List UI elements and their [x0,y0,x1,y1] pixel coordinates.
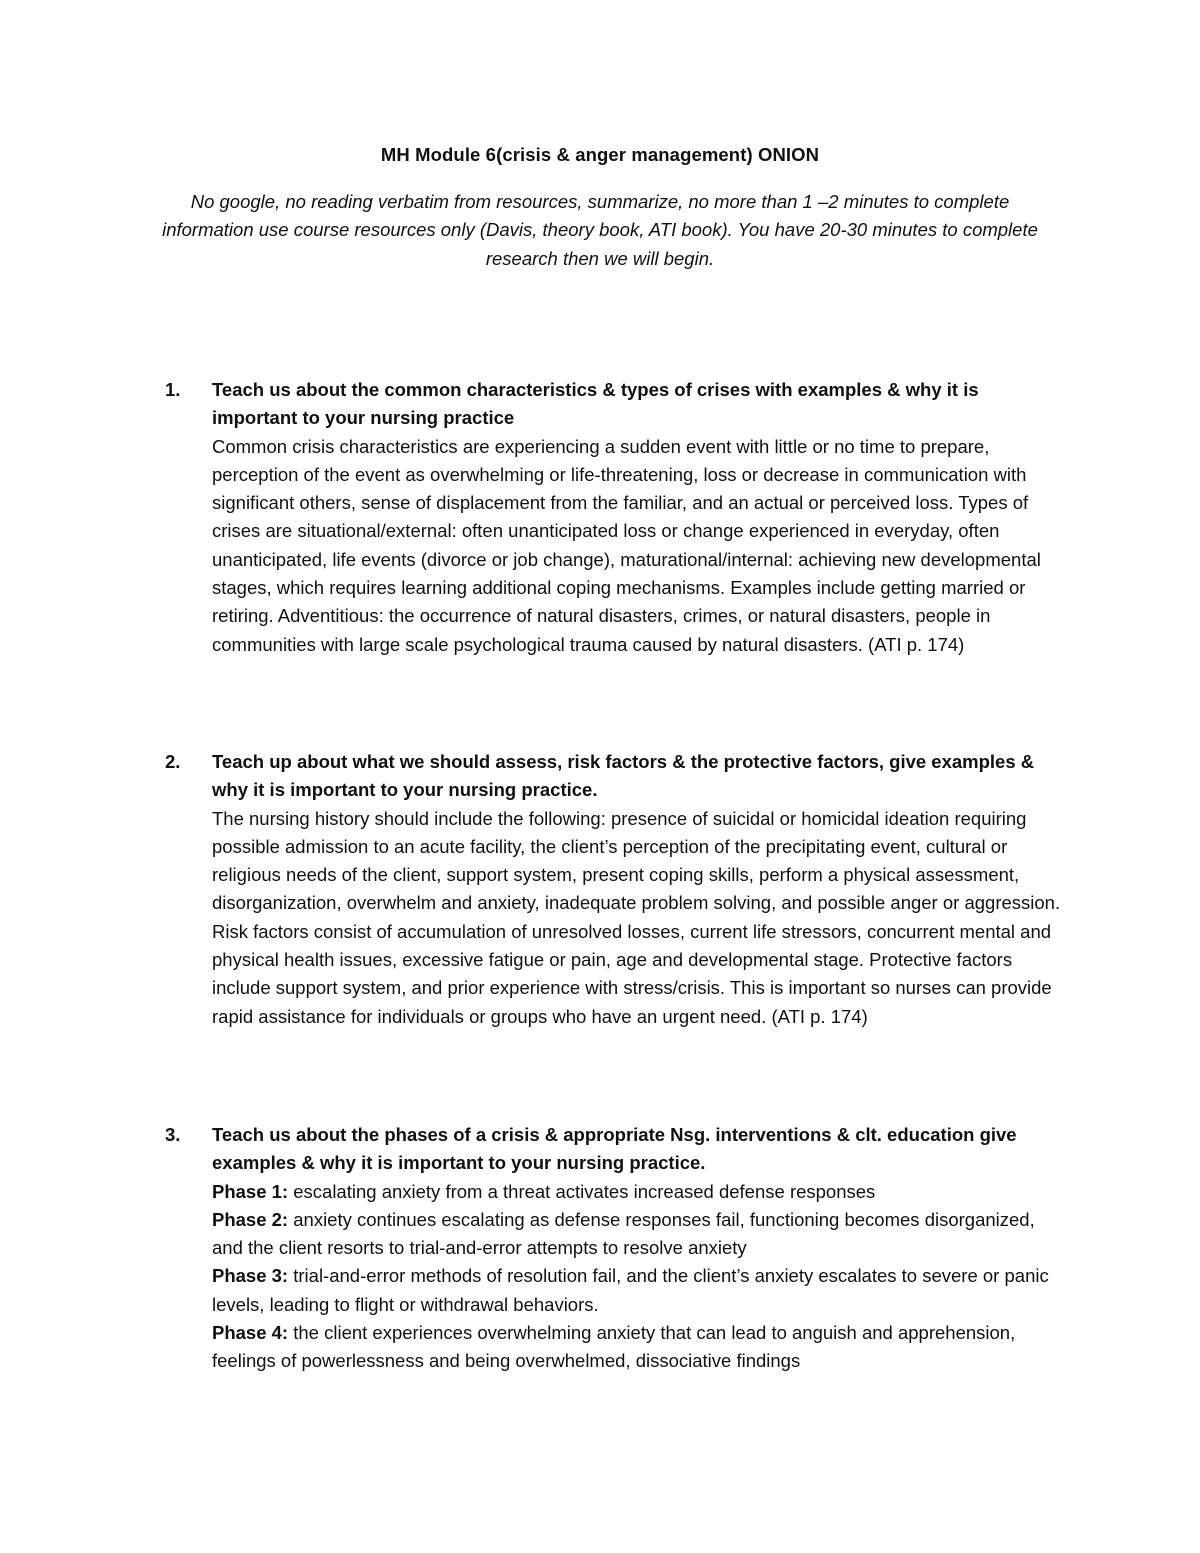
item-content [212,1121,1062,1376]
item-number: 3. [165,1124,181,1145]
phase-text: the client experiences overwhelming anxiety that can lead to anguish and apprehension, feelings of powerlessness and being overwhelmed, dissociative findings [212,1322,1016,1372]
instructions-text: No google, no reading verbatim from resources, summarize, no more than 1 –2 minutes to complete information use course resources only (Davis, theory book, ATI book). You have 20-30 minutes to complete research then we will begin. [162,191,1038,269]
phase-4 [212,1319,1062,1376]
item-content [212,748,1062,1031]
phase-text: trial-and-error methods of resolution fail, and the client’s anxiety escalates to severe or panic levels, leading to flight or withdrawal behaviors. [212,1265,1049,1315]
phase-text: escalating anxiety from a threat activates increased defense responses [288,1180,876,1202]
item-question: Teach up about what we should assess, risk factors & the protective factors, give examples & why it is important to your nursing practice. [212,751,1035,801]
phase-3 [212,1262,1062,1319]
phase-label: Phase 4: [212,1322,289,1344]
phase-text: anxiety continues escalating as defense responses fail, functioning becomes disorganized, and the client resorts to trial-and-error attempts to resolve anxiety [212,1208,1035,1259]
phase-label: Phase 2: [212,1208,289,1230]
phase-label: Phase 1: [212,1180,289,1202]
item-answer: The nursing history should include the following: presence of suicidal or homicidal ideation requiring possible admission to an acute facility, the client’s perception of the precipitating event, cultural or religious needs of the client, support system, present coping skills, perform a physical assessment, disorganization, overwhelm and anxiety, inadequate problem solving, and possible anger or aggression. Risk factors consist of accumulation of unresolved losses, current life stressors, concurrent mental and physical health issues, excessive fatigue or pain, age and developmental stage. Protective factors include support system, and prior experience with stress/crisis. This is important so nurses can provide rapid assistance for individuals or groups who have an urgent need. (ATI p. 174) [212,807,1061,1027]
phase-label: Phase 3: [212,1265,289,1287]
item-number: 2. [165,751,181,772]
item-number: 1. [165,379,181,400]
item-question: Teach us about the common characteristics & types of crises with examples & why it is important to your nursing practice [212,379,979,429]
item-question: Teach us about the phases of a crisis & appropriate Nsg. interventions & clt. education give examples & why it is important to your nursing practice. [212,1124,1017,1174]
phase-1 [212,1178,1062,1206]
item-answer: Common crisis characteristics are experiencing a sudden event with little or no time to prepare, perception of the event as overwhelming or life-threatening, loss or decrease in communication with significant others, sense of displacement from the familiar, and an actual or perceived loss. Types of crises are situational/external: often unanticipated loss or change experienced in everyday, often unanticipated, life events (divorce or job change), maturational/internal: achieving new developmental stages, which requires learning additional coping mechanisms. Examples include getting married or retiring. Adventitious: the occurrence of natural disasters, crimes, or natural disasters, people in communities with large scale psychological trauma caused by natural disasters. (ATI p. 174) [212,435,1041,655]
document-title: MH Module 6(crisis & anger management) ONION [380,144,820,165]
phase-2 [212,1206,1062,1263]
item-content [212,376,1062,659]
